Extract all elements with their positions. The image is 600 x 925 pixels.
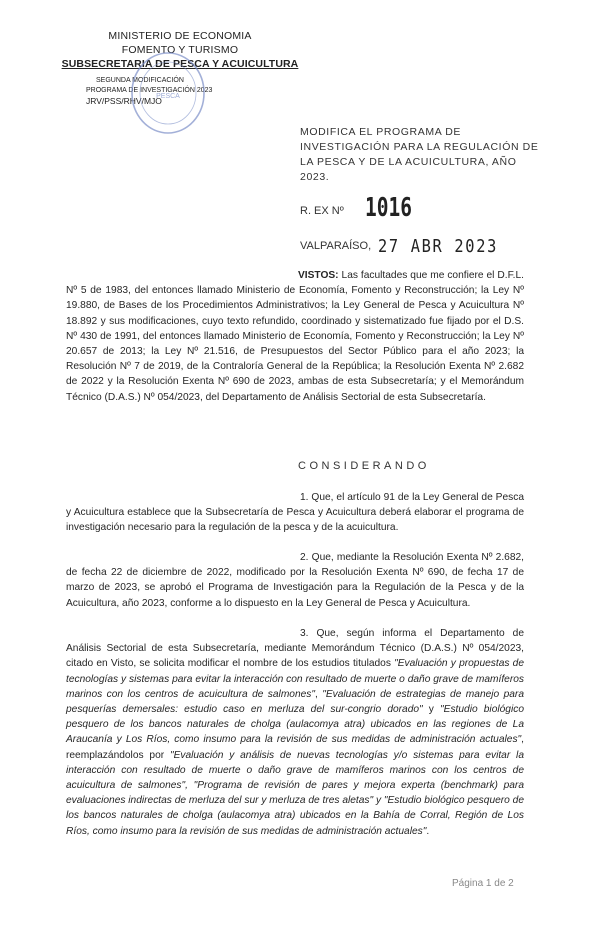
vistos-text: Las facultades que me confiere el D.F.L. Nº 5 de 1983, del entonces llamado Ministerio de Economía, Fomento y Reconstrucción; la Ley Nº 19.880, de Bases de los Procedimientos Administrativos; la Ley General de Pesca y Acuicultura Nº 18.892 y sus modificaciones, cuyo texto refundido, coordinado y sistematizado fue fijado por el D.S. Nº 430 de 1991, del entonces llamado Ministerio de Economía, Fomento y Reconstrucción; la Ley Nº 20.657 de 2013; la Ley Nº 21.516, de Presupuestos del Sector Público para el año 2023; la Resolución Nº 7 de 2019, de la Contraloría General de la República; la Resolución Exenta Nº 2.682 de 2022 y la Resolución Exenta Nº 690 de 2023, ambas de esta Subsecretaría; y el Memorándum Técnico (D.A.S.) Nº 054/2023, del Departamento de Análisis Sectorial de esta Subsecretaría. — [66, 270, 524, 403]
resolution-label: R. EX Nº — [300, 205, 344, 217]
considerando-item-3 — [66, 626, 524, 839]
reference-line-2: PROGRAMA DE INVESTIGACIÓN 2023 — [86, 87, 213, 94]
ministry-line-1: MINISTERIO DE ECONOMIA — [108, 30, 252, 42]
ministry-line-3: SUBSECRETARIA DE PESCA Y ACUICULTURA — [61, 58, 299, 70]
item-3-connector-3: , reemplazándolos por — [66, 734, 524, 761]
item-3-quote-4: "Evaluación y análisis de nuevas tecnologías y/o sistemas para evitar la interacción con resultado de muerte o daño grave de mamíferos marinos con los centros de acuicultura de salmones", "Programa de revisión de pares y mejora experta (benchmark) para evaluaciones indirectas de merluza del sur y merluza de tres aletas" y "Estudio biológico pesquero de los bancos naturales de cholga (aulacomya atra) ubicados en la Bahía de Corral, Región de Los Ríos, como insumo para la revisión de sus medidas de administración actuales" — [66, 749, 524, 837]
date-stamp: 27 ABR 2023 — [378, 236, 499, 257]
resolution-number: 1016 — [365, 193, 412, 223]
reference-line-1: SEGUNDA MODIFICACIÓN — [96, 77, 184, 84]
svg-text:PESCA: PESCA — [156, 93, 180, 100]
ministry-line-2: FOMENTO Y TURISMO — [121, 44, 239, 56]
considerando-heading: CONSIDERANDO — [298, 460, 430, 472]
item-3-quote-1: "Evaluación y propuestas de tecnologías y sistemas para evitar la interacción con resultado de muerte o daño grave de mamíferos marinos con los centros de acuicultura de salmones" — [66, 658, 525, 700]
item-3-connector-4: . — [426, 825, 430, 837]
reference-line-3: JRV/PSS/RHV/MJO — [86, 96, 162, 106]
item-3-connector-1: , — [315, 688, 323, 700]
vistos-heading: VISTOS: — [298, 270, 339, 281]
vistos-paragraph — [66, 268, 524, 405]
item-3-text: 3. Que, según informa el Departamento de Análisis Sectorial de esta Subsecretaría, mediante Memorándum Técnico (D.A.S.) Nº 054/2023, citado en Visto, se solicita modificar el nombre de los estudios titulados — [66, 628, 524, 670]
place-label: VALPARAÍSO, — [300, 240, 372, 252]
item-3-quote-3: "Estudio biológico pesquero de los bancos naturales de cholga (aulacomya atra) ubicados en las regiones de La Araucanía y Los Ríos, como insumo para la revisión de sus medidas de administración actuales" — [66, 704, 524, 746]
considerando-item-2 — [66, 550, 524, 611]
item-3-connector-2: y — [422, 704, 441, 716]
considerando-item-1 — [66, 490, 524, 536]
item-2-text: 2. Que, mediante la Resolución Exenta Nº 2.682, de fecha 22 de diciembre de 2022, modificado por la Resolución Exenta Nº 690, de fecha 17 de marzo de 2023, se aprobó el Programa de Investigación para la Regulación de la Pesca y de la Acuicultura, año 2023, conforme a lo dispuesto en la Ley General de Pesca y Acuicultura. — [66, 552, 524, 609]
document-subject: MODIFICA EL PROGRAMA DE INVESTIGACIÓN PARA LA REGULACIÓN DE LA PESCA Y DE LA ACUICULTURA, AÑO 2023. — [300, 126, 539, 183]
official-stamp-icon — [128, 48, 208, 138]
item-3-quote-2: "Evaluación de estrategias de manejo para pesquerías demersales: estudio caso en merluza del sur-congrio dorado" — [66, 688, 524, 716]
page-number: Página 1 de 2 — [452, 878, 514, 889]
item-1-text: 1. Que, el artículo 91 de la Ley General de Pesca y Acuicultura establece que la Subsecretaría de Pesca y Acuicultura deberá elaborar el programa de investigación necesario para la regulación de la pesca y de la acuicultura. — [66, 492, 524, 534]
